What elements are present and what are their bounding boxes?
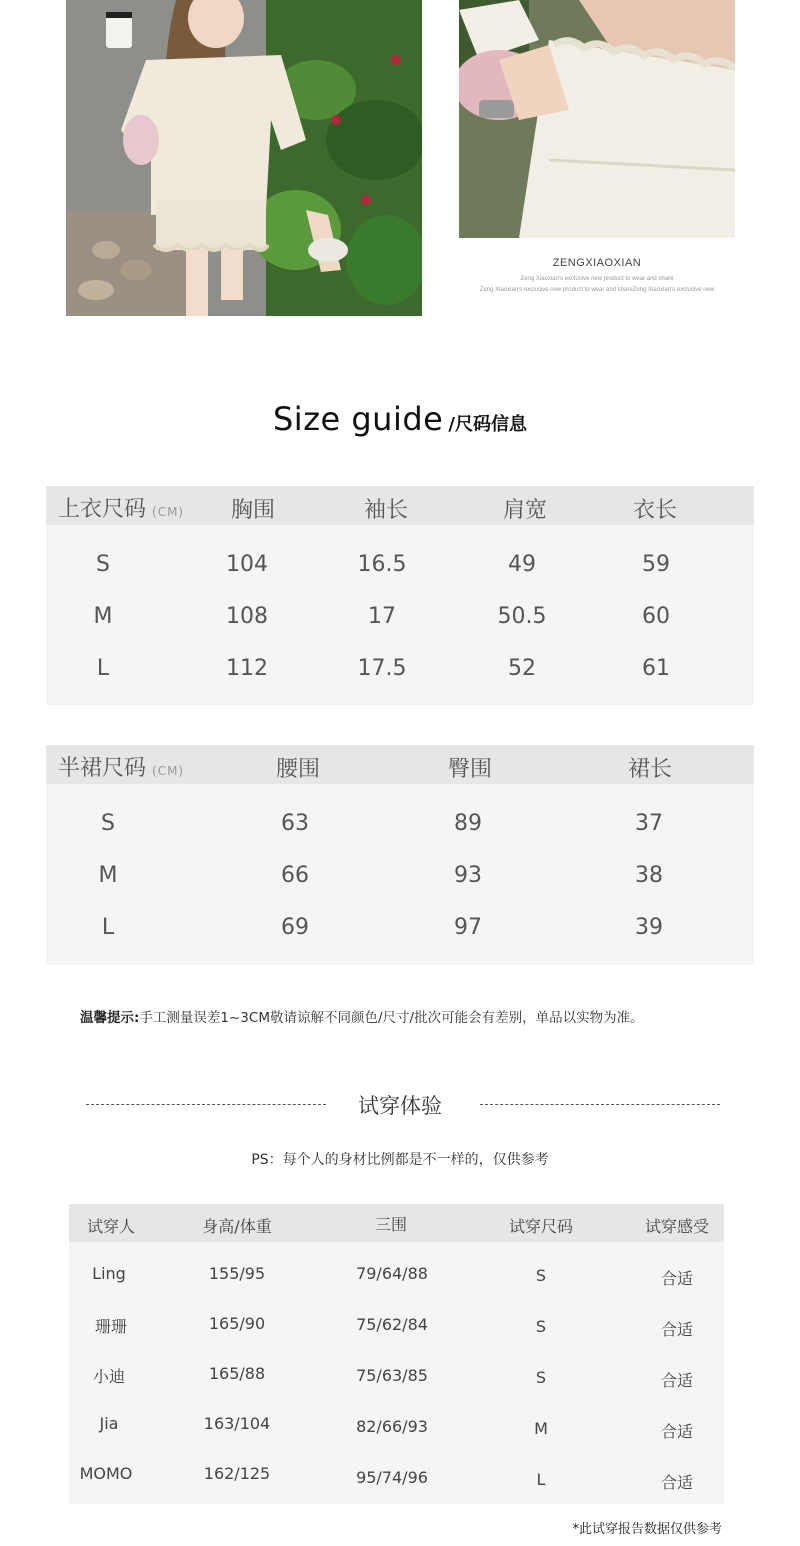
tester-name: MOMO (79, 1464, 133, 1483)
table-cell: 112 (226, 656, 268, 681)
table-cell: 108 (226, 604, 268, 629)
table-cell: 162/125 (203, 1464, 271, 1483)
table-cell: 合适 (660, 1422, 694, 1441)
table-title-text: 上衣尺码 (58, 497, 147, 522)
measurement-tip (80, 1006, 644, 1026)
header-skirt-length: 裙长 (627, 757, 673, 782)
table-cell: 17 (368, 604, 396, 629)
size-label: M (93, 604, 113, 629)
header-height-weight: 身高/体重 (202, 1217, 272, 1236)
header-fit-feel: 试穿感受 (644, 1217, 710, 1236)
size-label: S (101, 811, 115, 836)
size-label: L (96, 656, 110, 681)
header-shoulder: 肩宽 (502, 498, 548, 523)
model-photo-illustration (66, 0, 422, 316)
table-cell: 104 (226, 552, 268, 577)
table-cell: 163/104 (203, 1414, 271, 1433)
skirt-detail-illustration (459, 0, 735, 238)
table-title-text: 半裙尺码 (58, 756, 147, 781)
table-cell: 37 (635, 811, 663, 836)
tryon-footnote: *此试穿报告数据仅供参考 (572, 1522, 722, 1537)
table-cell: L (536, 1470, 546, 1489)
top-size-table (46, 486, 754, 705)
table-cell: 合适 (660, 1371, 694, 1390)
table-cell: 合适 (660, 1320, 694, 1339)
table-cell: 52 (508, 656, 536, 681)
brand-name: ZENGXIAOXIAN (552, 257, 642, 269)
skirt-detail-photo (459, 0, 735, 238)
table-cell: 16.5 (357, 552, 407, 577)
table-cell: S (535, 1317, 547, 1336)
skirt-size-table (46, 745, 754, 965)
model-photo-outfit (66, 0, 422, 316)
table-cell: S (535, 1266, 547, 1285)
header-tried-size: 试穿尺码 (508, 1217, 574, 1236)
header-sleeve: 袖长 (363, 498, 409, 523)
table-cell: 165/88 (208, 1364, 266, 1383)
table-cell: 75/62/84 (356, 1315, 428, 1334)
table-cell: 95/74/96 (356, 1468, 428, 1487)
tester-name: Ling (92, 1264, 126, 1283)
header-length: 衣长 (632, 498, 678, 523)
table-cell: 49 (508, 552, 536, 577)
table-cell: 合适 (660, 1269, 694, 1288)
tester-name: 小迪 (92, 1367, 126, 1386)
table-cell: 79/64/88 (356, 1264, 428, 1283)
tip-text: 手工测量误差1~3CM敬请谅解不同颜色/尺寸/批次可能会有差别，单品以实物为准。 (139, 1010, 644, 1026)
header-waist: 腰围 (275, 757, 321, 782)
table-cell: 63 (281, 811, 309, 836)
size-guide-title-cn: /尺码信息 (448, 414, 527, 435)
table-cell: 82/66/93 (356, 1417, 428, 1436)
tryon-table (69, 1204, 724, 1504)
top-table-title (58, 492, 184, 523)
skirt-table-title (58, 751, 184, 782)
header-hip: 臀围 (447, 757, 493, 782)
table-cell: 60 (642, 604, 670, 629)
tester-name: 珊珊 (94, 1317, 128, 1336)
tester-name: Jia (99, 1414, 119, 1433)
table-cell: 合适 (660, 1473, 694, 1492)
tryon-heading (0, 1088, 800, 1118)
unit-label: (CM) (152, 505, 185, 519)
table-cell: 38 (635, 863, 663, 888)
header-tester: 试穿人 (86, 1217, 136, 1236)
table-cell: 17.5 (357, 656, 407, 681)
tip-label: 温馨提示: (80, 1010, 140, 1026)
table-cell: 155/95 (208, 1264, 266, 1283)
table-cell: 75/63/85 (356, 1366, 428, 1385)
table-cell: 97 (454, 915, 482, 940)
table-cell: 66 (281, 863, 309, 888)
table-cell: 165/90 (208, 1314, 266, 1333)
size-label: S (96, 552, 110, 577)
unit-label: (CM) (152, 764, 185, 778)
brand-tagline-repeat: Zeng Xiaoxian's exclusive new product to wear and shareZeng Xiaoxian's exclusive new (479, 287, 715, 293)
table-cell: 93 (454, 863, 482, 888)
header-chest: 胸围 (230, 498, 276, 523)
table-cell: M (534, 1419, 548, 1438)
brand-tagline: Zeng Xiaoxian's exclusive new product to wear and share (520, 276, 674, 282)
table-cell: 50.5 (497, 604, 547, 629)
size-label: L (101, 915, 115, 940)
tryon-title: 试穿体验 (358, 1094, 442, 1118)
size-guide-heading (0, 400, 800, 438)
size-label: M (98, 863, 118, 888)
table-cell: 89 (454, 811, 482, 836)
tryon-ps-note: PS：每个人的身材比例都是不一样的，仅供参考 (251, 1152, 549, 1168)
table-cell: 69 (281, 915, 309, 940)
table-cell: 39 (635, 915, 663, 940)
header-measurements: 三围 (374, 1215, 408, 1234)
table-cell: S (535, 1368, 547, 1387)
table-cell: 59 (642, 552, 670, 577)
size-guide-title-en: Size guide (272, 400, 444, 438)
table-cell: 61 (642, 656, 670, 681)
